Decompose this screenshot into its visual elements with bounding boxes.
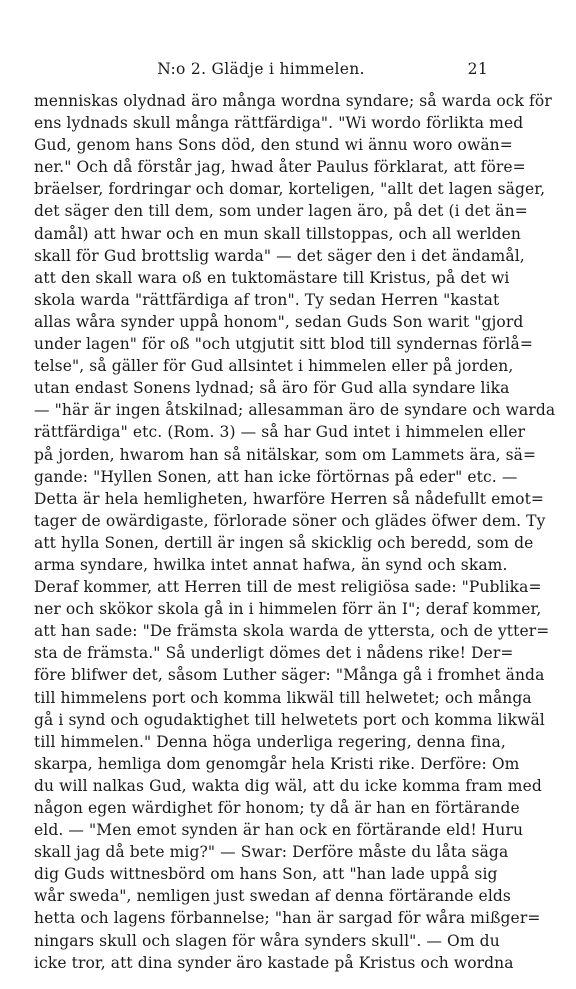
text-line: skarpa, hemliga dom genomgår hela Kristi rike. Derföre: Om bbox=[34, 754, 520, 773]
text-line: på jorden, hwarom han så nitälskar, som om Lammets ära, sä= bbox=[34, 445, 537, 464]
text-line: gå i synd och ogudaktighet till helwetets port och komma likwäl bbox=[34, 710, 545, 729]
text-line: wår sweda", nemligen just swedan af denna förtärande elds bbox=[34, 887, 511, 906]
text-line: rättfärdiga" etc. (Rom. 3) — så har Gud intet i himmelen eller bbox=[34, 423, 526, 442]
page-header bbox=[34, 60, 488, 86]
text-line: icke tror, att dina synder äro kastade på Kristus och wordna bbox=[34, 953, 514, 972]
body-text bbox=[34, 90, 556, 974]
text-line: att hylla Sonen, dertill är ingen så skicklig och beredd, som de bbox=[34, 533, 534, 552]
text-line: ningars skull och slagen för wåra synders skull". — Om du bbox=[34, 931, 500, 950]
text-line: bräelser, fordringar och domar, korteligen, "allt det lagen säger, bbox=[34, 180, 546, 199]
text-line: du will nalkas Gud, wakta dig wäl, att du icke komma fram med bbox=[34, 776, 542, 795]
text-line: sta de främsta." Så underligt dömes det i nådens rike! Der= bbox=[34, 644, 514, 663]
text-line: utan endast Sonens lydnad; så äro för Gud alla syndare lika bbox=[34, 379, 510, 398]
text-line: dig Guds wittnesbörd om hans Son, att "han lade uppå sig bbox=[34, 865, 498, 884]
text-line: damål) att hwar och en mun skall tillstoppas, och all werlden bbox=[34, 224, 522, 243]
text-line: — "här är ingen åtskilnad; allesamman äro de syndare och warda bbox=[34, 401, 556, 420]
text-line: ens lydnads skull många rättfärdiga". "Wi wordo förlikta med bbox=[34, 114, 524, 133]
text-line: ner och skökor skola gå in i himmelen förr än I"; deraf kommer, bbox=[34, 600, 542, 619]
text-line: tager de owärdigaste, förlorade söner och glädes öfwer dem. Ty bbox=[34, 511, 546, 530]
text-line: skall för Gud brottslig warda" — det säger den i det ändamål, bbox=[34, 246, 525, 265]
text-line: telse", så gäller för Gud allsintet i himmelen eller på jorden, bbox=[34, 357, 514, 376]
text-line: Detta är hela hemligheten, hwarföre Herren så nådefullt emot= bbox=[34, 489, 544, 508]
running-title: N:o 2. Glädje i himmelen. bbox=[157, 60, 365, 78]
text-line: före blifwer det, såsom Luther säger: "Många gå i fromhet ända bbox=[34, 666, 545, 685]
text-line: allas wåra synder uppå honom", sedan Guds Son warit "gjord bbox=[34, 312, 524, 331]
text-line: skola warda "rättfärdiga af tron". Ty sedan Herren "kastat bbox=[34, 290, 500, 309]
text-line: Deraf kommer, att Herren till de mest religiösa sade: "Publika= bbox=[34, 578, 542, 597]
text-line: menniskas olydnad äro många wordna syndare; så warda ock för bbox=[34, 92, 552, 110]
text-line: till himmelens port och komma likwäl till helwetet; och många bbox=[34, 688, 532, 707]
text-line: att han sade: "De främsta skola warda de yttersta, och de ytter= bbox=[34, 622, 550, 641]
text-line: ner." Och då förstår jag, hwad åter Paulus förklarat, att före= bbox=[34, 158, 526, 177]
text-line: hetta och lagens förbannelse; "han är sargad för wåra mißger= bbox=[34, 909, 541, 928]
text-line: under lagen" för oß "och utgjutit sitt blod till syndernas förlå= bbox=[34, 335, 533, 354]
page-number: 21 bbox=[467, 60, 488, 78]
text-line: att den skall wara oß en tuktomästare till Kristus, på det wi bbox=[34, 268, 510, 287]
text-line: till himmelen." Denna höga underliga regering, denna fina, bbox=[34, 732, 506, 751]
text-line: arma syndare, hwilka intet annat hafwa, än synd och skam. bbox=[34, 555, 508, 574]
text-line: någon egen wärdighet för honom; ty då är han en förtärande bbox=[34, 799, 520, 817]
text-line: eld. — "Men emot synden är han ock en förtärande eld! Huru bbox=[34, 821, 524, 840]
text-line: gande: "Hyllen Sonen, att han icke förtörnas på eder" etc. — bbox=[34, 467, 518, 486]
text-line: skall jag då bete mig?" — Swar: Derföre måste du låta säga bbox=[34, 843, 509, 862]
text-line: det säger den till dem, som under lagen äro, på det (i det än= bbox=[34, 202, 528, 221]
text-line: Gud, genom hans Sons död, den stund wi ännu woro owän= bbox=[34, 136, 513, 155]
